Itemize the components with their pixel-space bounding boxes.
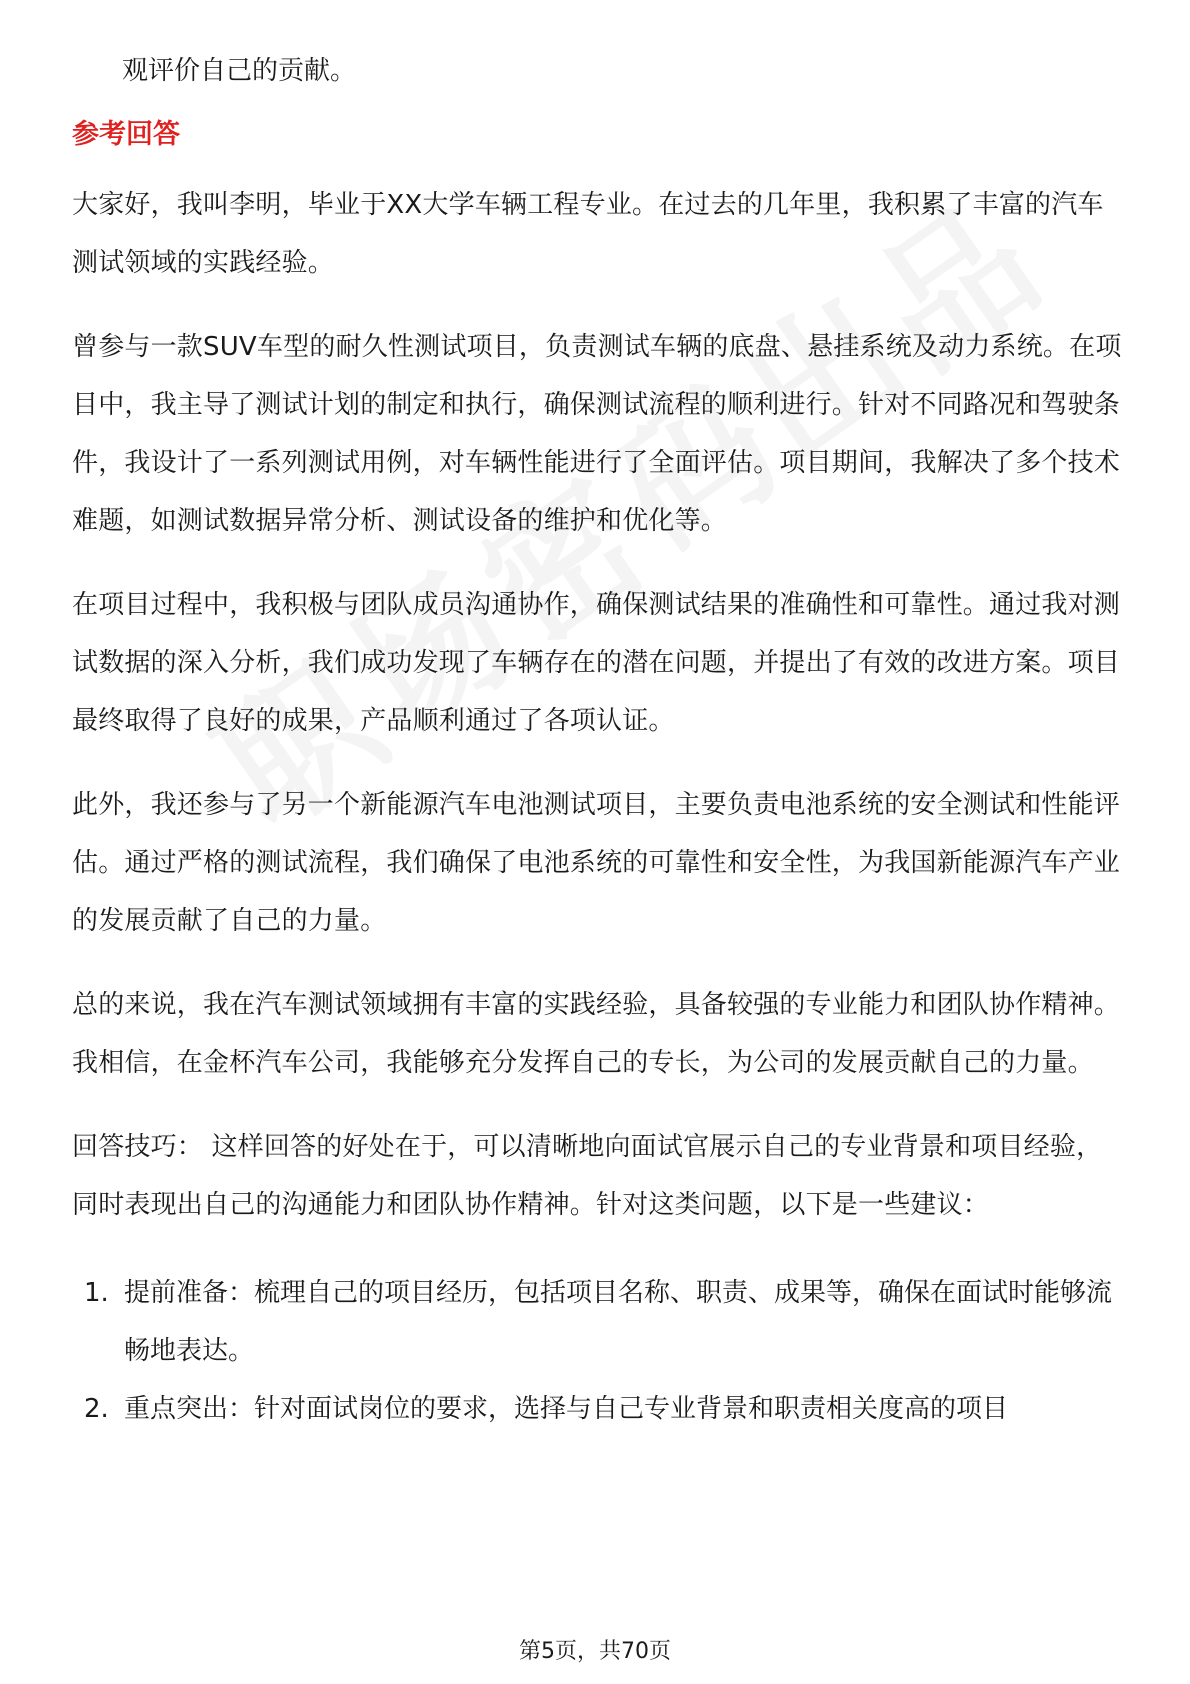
document-body: [72, 42, 1127, 1438]
list-item-number: 1.: [84, 1278, 109, 1308]
section-heading: 参考回答: [72, 119, 180, 150]
paragraph-intro: 大家好，我叫李明，毕业于XX大学车辆工程专业。在过去的几年里，我积累了丰富的汽车测试领域的实践经验。: [72, 190, 1104, 278]
list-item-number: 2.: [84, 1394, 109, 1424]
page-footer: 第5页，共70页: [519, 1639, 671, 1664]
list-item-text: 提前准备：梳理自己的项目经历，包括项目名称、职责、成果等，确保在面试时能够流畅地表达。: [124, 1278, 1113, 1366]
paragraph-ev-battery: 此外，我还参与了另一个新能源汽车电池测试项目，主要负责电池系统的安全测试和性能评估。通过严格的测试流程，我们确保了电池系统的可靠性和安全性，为我国新能源汽车产业的发展贡献了自己的力量。: [72, 790, 1121, 936]
continuation-text: 观评价自己的贡献。: [122, 56, 357, 86]
paragraph-suv-project: 曾参与一款SUV车型的耐久性测试项目，负责测试车辆的底盘、悬挂系统及动力系统。在项目中，我主导了测试计划的制定和执行，确保测试流程的顺利进行。针对不同路况和驾驶条件，我设计了一系列测试用例，对车辆性能进行了全面评估。项目期间，我解决了多个技术难题，如测试数据异常分析、测试设备的维护和优化等。: [72, 332, 1122, 536]
list-item: [72, 1264, 1127, 1380]
tips-list: [72, 1264, 1127, 1438]
paragraph-teamwork: 在项目过程中，我积极与团队成员沟通协作，确保测试结果的准确性和可靠性。通过我对测试数据的深入分析，我们成功发现了车辆存在的潜在问题，并提出了有效的改进方案。项目最终取得了良好的成果，产品顺利通过了各项认证。: [72, 590, 1121, 736]
list-item: [72, 1380, 1127, 1438]
paragraph-answer-tips: 回答技巧： 这样回答的好处在于，可以清晰地向面试官展示自己的专业背景和项目经验，同时表现出自己的沟通能力和团队协作精神。针对这类问题，以下是一些建议：: [72, 1132, 1103, 1220]
list-item-text: 重点突出：针对面试岗位的要求，选择与自己专业背景和职责相关度高的项目: [124, 1394, 1009, 1424]
paragraph-summary: 总的来说，我在汽车测试领域拥有丰富的实践经验，具备较强的专业能力和团队协作精神。我相信，在金杯汽车公司，我能够充分发挥自己的专长，为公司的发展贡献自己的力量。: [72, 990, 1121, 1078]
